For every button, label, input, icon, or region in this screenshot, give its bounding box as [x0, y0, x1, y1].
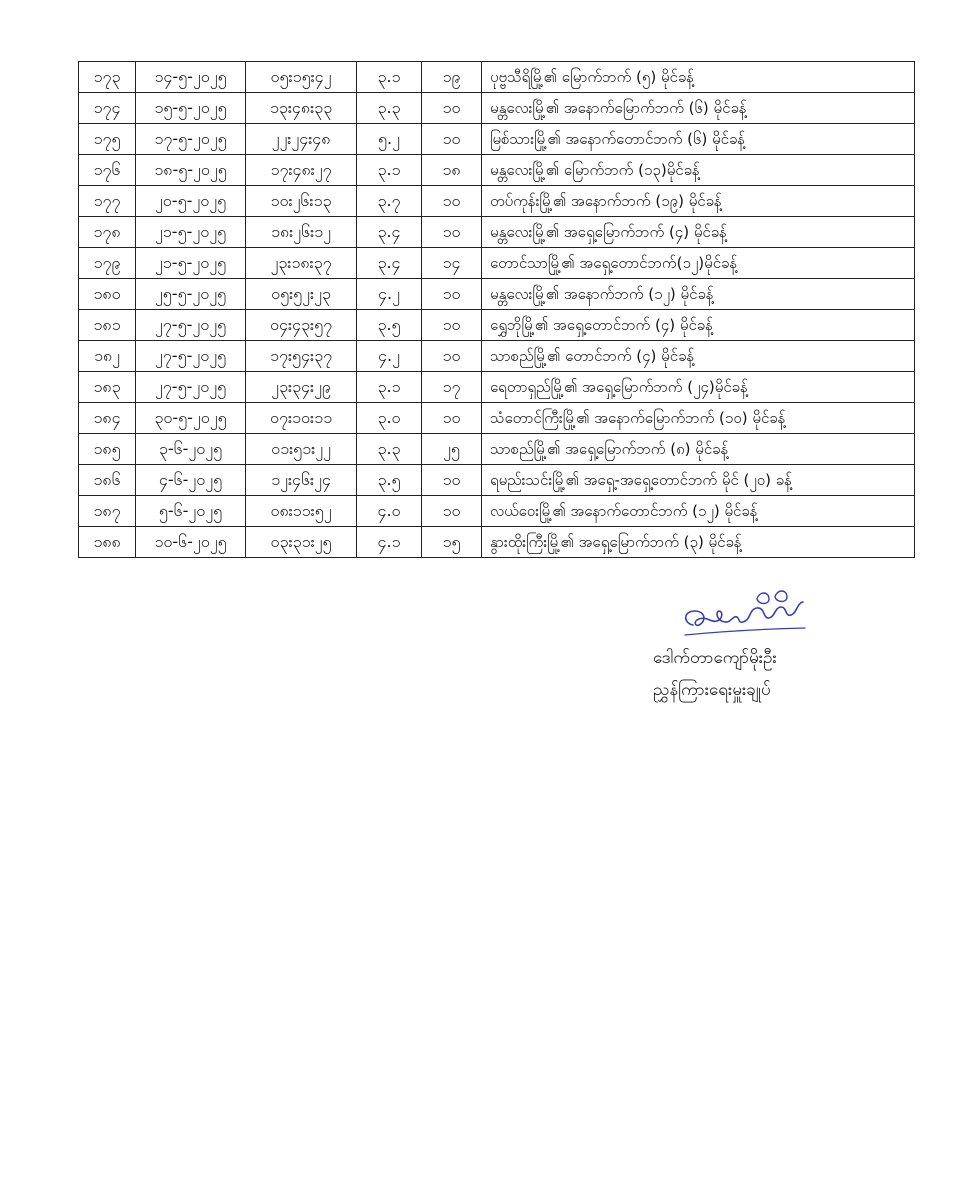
magnitude-cell: ၃.၅ — [357, 465, 422, 496]
magnitude-cell: ၃.၄ — [357, 217, 422, 248]
depth-cell: ၁၀ — [422, 465, 482, 496]
row-number-cell: ၁၈၇ — [79, 496, 136, 527]
magnitude-cell: ၅.၂ — [357, 124, 422, 155]
time-cell: ၁၇း၄၈း၂၇ — [246, 155, 357, 186]
table-row — [79, 372, 915, 403]
row-number-cell: ၁၇၅ — [79, 124, 136, 155]
table-row — [79, 155, 915, 186]
date-cell: ၂၁-၅-၂၀၂၅ — [136, 217, 246, 248]
time-cell: ၂၃း၃၄း၂၉ — [246, 372, 357, 403]
magnitude-cell: ၃.၁ — [357, 372, 422, 403]
location-cell: နွားထိုးကြီးမြို့၏ အရှေ့မြောက်ဘက် (၃) မိုင်ခန့် — [482, 527, 915, 558]
signature-block — [640, 585, 900, 715]
time-cell: ၀၅း၁၅း၄၂ — [246, 62, 357, 93]
location-cell: ပုဗ္ဗသီရိမြို့၏ မြောက်ဘက် (၅) မိုင်ခန့် — [482, 62, 915, 93]
depth-cell: ၁၀ — [422, 186, 482, 217]
location-cell: သံတောင်ကြီးမြို့၏ အနောက်မြောက်ဘက် (၁၀) မိုင်ခန့် — [482, 403, 915, 434]
depth-cell: ၂၅ — [422, 434, 482, 465]
date-cell: ၂၇-၅-၂၀၂၅ — [136, 310, 246, 341]
time-cell: ၀၃း၃၁း၂၅ — [246, 527, 357, 558]
table-row — [79, 124, 915, 155]
table-row — [79, 465, 915, 496]
location-cell: လယ်ဝေးမြို့၏ အနောက်တောင်ဘက် (၁၂) မိုင်ခန့် — [482, 496, 915, 527]
time-cell: ၀၅း၅၂း၂၃ — [246, 279, 357, 310]
date-cell: ၂၇-၅-၂၀၂၅ — [136, 341, 246, 372]
table-row — [79, 93, 915, 124]
depth-cell: ၁၀ — [422, 124, 482, 155]
location-cell: သာစည်မြို့၏ တောင်ဘက် (၄) မိုင်ခန့် — [482, 341, 915, 372]
location-cell: ရွှေဘိုမြို့၏ အရှေ့တောင်ဘက် (၄) မိုင်ခန့် — [482, 310, 915, 341]
location-cell: မြစ်သားမြို့၏ အနောက်တောင်ဘက် (၆) မိုင်ခန့် — [482, 124, 915, 155]
depth-cell: ၁၀ — [422, 496, 482, 527]
depth-cell: ၁၇ — [422, 372, 482, 403]
time-cell: ၀၇း၁၀း၁၁ — [246, 403, 357, 434]
date-cell: ၅-၆-၂၀၂၅ — [136, 496, 246, 527]
row-number-cell: ၁၈၄ — [79, 403, 136, 434]
location-cell: ရမည်းသင်းမြို့၏ အရှေ့-အရှေ့တောင်ဘက် မိုင် (၂၀) ခန့် — [482, 465, 915, 496]
earthquake-table — [78, 61, 915, 558]
location-cell: မန္တလေးမြို့၏ အရှေ့မြောက်ဘက် (၄) မိုင်ခန့် — [482, 217, 915, 248]
depth-cell: ၁၀ — [422, 310, 482, 341]
depth-cell: ၁၀ — [422, 279, 482, 310]
depth-cell: ၁၈ — [422, 155, 482, 186]
date-cell: ၃၀-၅-၂၀၂၅ — [136, 403, 246, 434]
table-row — [79, 403, 915, 434]
date-cell: ၁၀-၆-၂၀၂၅ — [136, 527, 246, 558]
table-row — [79, 310, 915, 341]
location-cell: တပ်ကုန်းမြို့၏ အနောက်ဘက် (၁၉) မိုင်ခန့် — [482, 186, 915, 217]
table-row — [79, 496, 915, 527]
magnitude-cell: ၃.၃ — [357, 93, 422, 124]
magnitude-cell: ၃.၇ — [357, 186, 422, 217]
magnitude-cell: ၃.၀ — [357, 403, 422, 434]
date-cell: ၃-၆-၂၀၂၅ — [136, 434, 246, 465]
row-number-cell: ၁၇၇ — [79, 186, 136, 217]
date-cell: ၁၈-၅-၂၀၂၅ — [136, 155, 246, 186]
magnitude-cell: ၄.၂ — [357, 341, 422, 372]
table-row — [79, 62, 915, 93]
depth-cell: ၁၄ — [422, 248, 482, 279]
table-row — [79, 341, 915, 372]
time-cell: ၀၄း၄၃း၅၇ — [246, 310, 357, 341]
location-cell: သာစည်မြို့၏ အရှေ့မြောက်ဘက် (၈) မိုင်ခန့် — [482, 434, 915, 465]
date-cell: ၂၁-၅-၂၀၂၅ — [136, 248, 246, 279]
row-number-cell: ၁၈၁ — [79, 310, 136, 341]
location-cell: တောင်သာမြို့၏ အရှေ့တောင်ဘက်(၁၂)မိုင်ခန့် — [482, 248, 915, 279]
time-cell: ၁၃း၄၈း၃၃ — [246, 93, 357, 124]
time-cell: ၁၇း၅၄း၃၇ — [246, 341, 357, 372]
depth-cell: ၁၀ — [422, 341, 482, 372]
time-cell: ၁၂း၄၆း၂၄ — [246, 465, 357, 496]
row-number-cell: ၁၈၅ — [79, 434, 136, 465]
location-cell: မန္တလေးမြို့၏ အနောက်မြောက်ဘက် (၆) မိုင်ခန့် — [482, 93, 915, 124]
table-body — [79, 62, 915, 558]
depth-cell: ၁၀ — [422, 403, 482, 434]
magnitude-cell: ၃.၄ — [357, 248, 422, 279]
row-number-cell: ၁၈၃ — [79, 372, 136, 403]
location-cell: မန္တလေးမြို့၏ မြောက်ဘက် (၁၃)မိုင်ခန့် — [482, 155, 915, 186]
row-number-cell: ၁၇၆ — [79, 155, 136, 186]
depth-cell: ၁၉ — [422, 62, 482, 93]
magnitude-cell: ၃.၁ — [357, 62, 422, 93]
time-cell: ၂၃း၁၈း၃၇ — [246, 248, 357, 279]
date-cell: ၁၅-၅-၂၀၂၅ — [136, 93, 246, 124]
table-row — [79, 186, 915, 217]
magnitude-cell: ၄.၂ — [357, 279, 422, 310]
row-number-cell: ၁၇၃ — [79, 62, 136, 93]
table-row — [79, 248, 915, 279]
depth-cell: ၁၅ — [422, 527, 482, 558]
row-number-cell: ၁၇၄ — [79, 93, 136, 124]
magnitude-cell: ၄.၁ — [357, 527, 422, 558]
time-cell: ၀၈း၁၁း၅၂ — [246, 496, 357, 527]
date-cell: ၂၅-၅-၂၀၂၅ — [136, 279, 246, 310]
date-cell: ၂၇-၅-၂၀၂၅ — [136, 372, 246, 403]
row-number-cell: ၁၇၈ — [79, 217, 136, 248]
row-number-cell: ၁၇၉ — [79, 248, 136, 279]
table-row — [79, 527, 915, 558]
handwritten-signature — [665, 585, 815, 645]
location-cell: မန္တလေးမြို့၏ အနောက်ဘက် (၁၂) မိုင်ခန့် — [482, 279, 915, 310]
depth-cell: ၁၀ — [422, 217, 482, 248]
magnitude-cell: ၃.၁ — [357, 155, 422, 186]
magnitude-cell: ၃.၅ — [357, 310, 422, 341]
location-cell: ရေတာရှည်မြို့၏ အရှေ့မြောက်ဘက် (၂၄)မိုင်ခန့် — [482, 372, 915, 403]
magnitude-cell: ၃.၃ — [357, 434, 422, 465]
row-number-cell: ၁၈၈ — [79, 527, 136, 558]
time-cell: ၀၁း၅၁း၂၂ — [246, 434, 357, 465]
date-cell: ၄-၆-၂၀၂၅ — [136, 465, 246, 496]
signer-name: ဒေါက်တာကျော်မိုးဦး — [653, 648, 777, 668]
date-cell: ၁၄-၅-၂၀၂၅ — [136, 62, 246, 93]
table-row — [79, 279, 915, 310]
row-number-cell: ၁၈၀ — [79, 279, 136, 310]
depth-cell: ၁၀ — [422, 93, 482, 124]
date-cell: ၂၀-၅-၂၀၂၅ — [136, 186, 246, 217]
time-cell: ၁၀း၂၆း၁၃ — [246, 186, 357, 217]
time-cell: ၂၂း၂၄း၄၈ — [246, 124, 357, 155]
signer-title: ညွှန်ကြားရေးမှူးချုပ် — [653, 680, 771, 700]
table-row — [79, 434, 915, 465]
row-number-cell: ၁၈၂ — [79, 341, 136, 372]
date-cell: ၁၇-၅-၂၀၂၅ — [136, 124, 246, 155]
table-row — [79, 217, 915, 248]
row-number-cell: ၁၈၆ — [79, 465, 136, 496]
time-cell: ၁၈း၂၆း၁၂ — [246, 217, 357, 248]
magnitude-cell: ၄.၀ — [357, 496, 422, 527]
